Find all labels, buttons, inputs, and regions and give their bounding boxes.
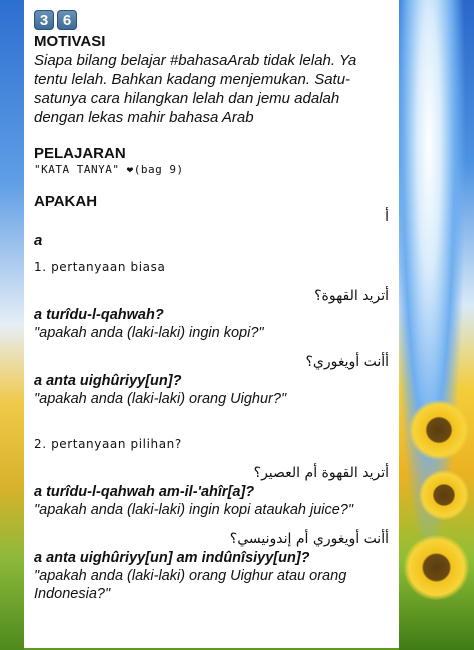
- post-card: [24, 0, 399, 648]
- text-line: tentu lelah. Bahkan kadang menjemukan. Satu-: [34, 71, 351, 88]
- example-meaning: "apakah anda (laki-laki) orang Uighur atau orang: [34, 568, 347, 584]
- sunflower-image: [409, 400, 469, 460]
- background-right: [399, 0, 474, 650]
- example-meaning: "apakah anda (laki-laki) ingin kopi?": [34, 325, 264, 341]
- text-line: dengan lekas mahir bahasa Arab: [34, 109, 254, 126]
- example-meaning: "apakah anda (laki-laki) ingin kopi ataukah juice?": [34, 502, 354, 518]
- example-translit: a anta uighûriyy[un] am indûnîsiyy[un]?: [34, 550, 310, 566]
- example-arabic: أأنت أويغوري أم إندونيسي؟: [229, 531, 389, 547]
- pelajaran-heading: PELAJARAN: [34, 145, 126, 162]
- apakah-heading: APAKAH: [34, 193, 98, 210]
- number-badge: 3: [34, 10, 54, 30]
- motivasi-text: [34, 51, 389, 127]
- apakah-latin: a: [34, 232, 43, 249]
- text-line: satunya cara hilangkan lelah dan jemu adalah: [34, 90, 340, 107]
- section2-title: 2. pertanyaan pilihan?: [34, 437, 182, 451]
- example-translit: a anta uighûriyy[un]?: [34, 373, 182, 389]
- number-badge: 6: [57, 10, 77, 30]
- text-line: Siapa bilang belajar #bahasaArab tidak lelah. Ya: [34, 52, 357, 69]
- example-meaning: "apakah anda (laki-laki) orang Uighur?": [34, 391, 287, 407]
- example-arabic: أتريد القهوة؟: [314, 288, 389, 304]
- background-left: [0, 0, 24, 650]
- pelajaran-subtitle: "KATA TANYA" ❤(bag 9): [34, 163, 184, 176]
- sunflower-image: [419, 470, 469, 520]
- number-badges: [34, 10, 389, 30]
- sunflower-image: [404, 535, 469, 600]
- example-arabic: أأنت أويغوري؟: [305, 354, 389, 370]
- apakah-arabic: أ: [385, 209, 389, 225]
- motivasi-heading: MOTIVASI: [34, 33, 106, 50]
- example-arabic: أتريد القهوة أم العصير؟: [253, 465, 389, 481]
- section1-title: 1. pertanyaan biasa: [34, 260, 166, 274]
- example-meaning: Indonesia?": [34, 586, 111, 602]
- example-translit: a turîdu-l-qahwah?: [34, 307, 164, 323]
- example-translit: a turîdu-l-qahwah am-il-'ahîr[a]?: [34, 484, 255, 500]
